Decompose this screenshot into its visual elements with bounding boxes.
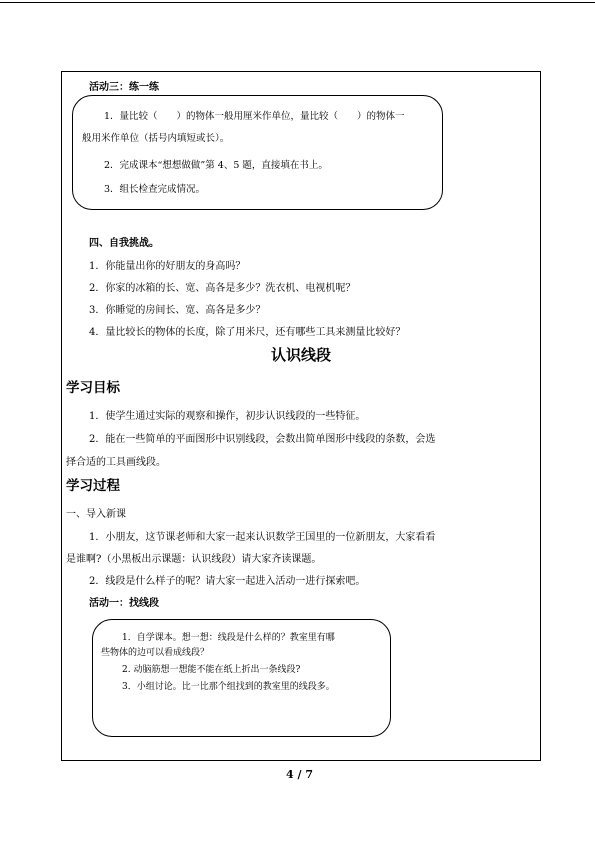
intro-line-1: 1．小朋友，这节课老师和大家一起来认识数学王国里的一位新朋友，大家看看 [89,532,436,543]
activity3-line-1: 1．量比较（ ）的物体一般用厘米作单位，量比较（ ）的物体一 [104,111,405,122]
challenge-item-3: 3．你睡觉的房间长、宽、高各是多少？ [89,305,266,316]
activity3-line-2: 般用米作单位（括号内填短或长）。 [82,133,230,144]
page-number: 4 / 7 [286,768,313,781]
activity1-heading: 活动一：找线段 [89,598,159,609]
goal-2-cont: 择合适的工具画线段。 [66,457,166,468]
challenge-item-2: 2．你家的冰箱的长、宽、高各是多少？洗衣机、电视机呢？ [89,283,356,294]
header-rule [0,2,595,3]
activity1-line-2: 些物体的边可以看成线段？ [101,648,210,658]
goal-2: 2．能在一些简单的平面图形中识别线段，会数出简单图形中线段的条数，会选 [89,434,436,445]
activity3-heading: 活动三：练一练 [89,82,159,93]
goals-heading: 学习目标 [66,380,120,396]
intro-heading: 一、导入新课 [66,509,126,520]
challenge-heading: 四、自我挑战。 [89,238,159,249]
intro-line-3: 2．线段是什么样子的呢？请大家一起进入活动一进行探索吧。 [89,576,366,587]
activity1-line-4: 3．小组讨论。比一比那个组找到的教室里的线段多。 [122,682,335,692]
process-heading: 学习过程 [66,478,120,494]
lesson-title: 认识线段 [271,346,332,364]
activity3-line-4: 3．组长检查完成情况。 [104,184,206,195]
goal-1: 1．使学生通过实际的观察和操作，初步认识线段的一些特征。 [89,411,366,422]
activity1-line-1: 1．自学课本。想一想：线段是什么样的？教室里有哪 [122,633,335,643]
challenge-item-1: 1．你能量出你的好朋友的身高吗？ [89,261,246,272]
intro-line-2: 是谁啊?（小黑板出示课题：认识线段）请大家齐读课题。 [66,554,322,565]
activity1-line-3: 2. 动脑筋想一想能不能在纸上折出一条线段? [122,665,301,675]
activity3-line-3: 2．完成课本“想想做做”第 4、5 题，直接填在书上。 [104,160,328,171]
challenge-item-4: 4．量比较长的物体的长度，除了用米尺，还有哪些工具来测量比较好？ [89,327,406,338]
